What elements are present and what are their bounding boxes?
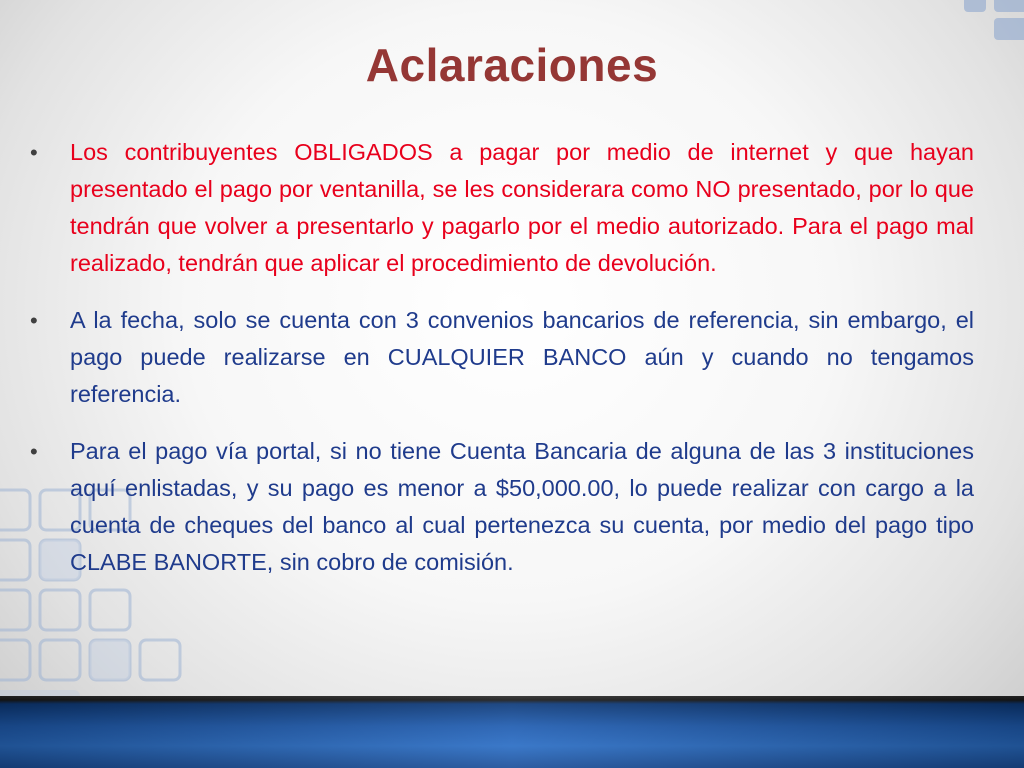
- bullet-item: [28, 302, 974, 413]
- bullet-icon: •: [30, 140, 38, 165]
- bullet-icon: •: [30, 308, 38, 333]
- bullet-text: A la fecha, solo se cuenta con 3 convenios bancarios de referencia, sin embargo, el pago puede realizarse en CUALQUIER BANCO aún y cuando no tengamos referencia.: [70, 307, 974, 407]
- bullet-text: Para el pago vía portal, si no tiene Cuenta Bancaria de alguna de las 3 instituciones aquí enlistadas, y su pago es menor a $50,000.00, lo puede realizar con cargo a la cuenta de cheques del banco al cual pertenezca su cuenta, por medio del pago tipo CLABE BANORTE, sin cobro de comisión.: [70, 438, 974, 575]
- bullet-icon: •: [30, 439, 38, 464]
- bullet-item: [28, 433, 974, 581]
- footer-band: [0, 696, 1024, 768]
- slide-title: Aclaraciones: [365, 39, 659, 91]
- bullet-text: Los contribuyentes OBLIGADOS a pagar por medio de internet y que hayan presentado el pago por ventanilla, se les considerara como NO presentado, por lo que tendrán que volver a presentarlo y pagarlo por el medio autorizado. Para el pago mal realizado, tendrán que aplicar el procedimiento de devolución.: [70, 139, 974, 276]
- bullet-item: [28, 134, 974, 282]
- footer-band-shade: [0, 696, 1024, 768]
- bullet-list: [28, 134, 974, 601]
